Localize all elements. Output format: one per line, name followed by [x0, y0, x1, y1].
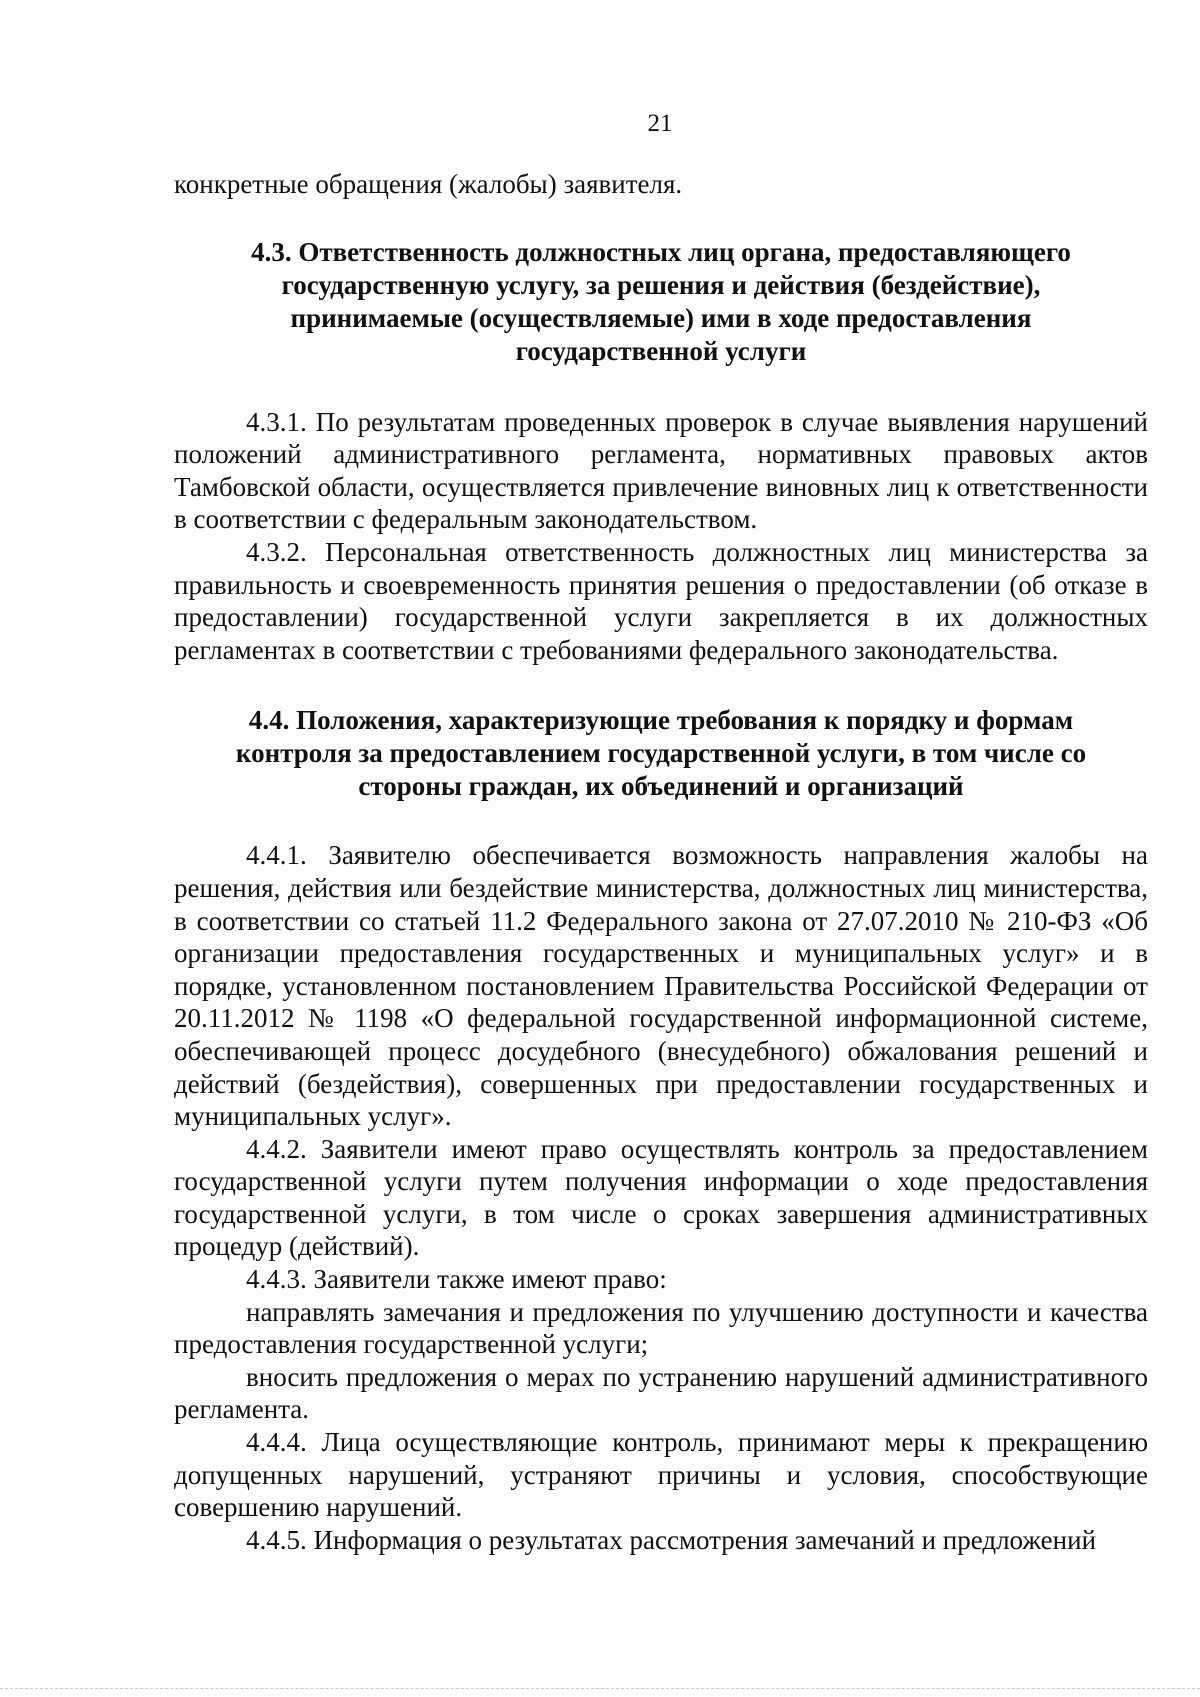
- paragraph-4-4-3-b: вносить предложения о мерах по устранению нарушений административного регламента.: [174, 1361, 1148, 1425]
- section-heading-4-4: 4.4. Положения, характеризующие требования к порядку и формам контроля за предоставлением государственной услуги, в том числе со стороны граждан, их объединений и организаций: [235, 705, 1087, 802]
- paragraph-4-3-1: 4.3.1. По результатам проведенных проверок в случае выявления нарушений положений административного регламента, нормативных правовых актов Тамбовской области, осуществляется привлечение виновных лиц к ответственности в соответствии с федеральным законодательством.: [174, 406, 1148, 535]
- paragraph-4-4-2: 4.4.2. Заявители имеют право осуществлять контроль за предоставлением государственной услуги путем получения информации о ходе предоставления государственной услуги, в том числе о сроках завершения административных процедур (действий).: [174, 1133, 1148, 1262]
- continuation-text: конкретные обращения (жалобы) заявителя.: [174, 169, 683, 199]
- document-body: [174, 168, 1148, 1556]
- paragraph-4-3-2: 4.3.2. Персональная ответственность должностных лиц министерства за правильность и своевременность принятия решения о предоставлении (об отказе в предоставлении) государственной услуги закрепляется в их должностных регламентах в соответствии с требованиями федерального законодательства.: [174, 536, 1148, 665]
- paragraph-4-4-3-a: направлять замечания и предложения по улучшению доступности и качества предоставления государственной услуги;: [174, 1296, 1148, 1360]
- page-number: 21: [647, 110, 673, 137]
- paragraph-4-4-3: 4.4.3. Заявители также имеют право:: [246, 1264, 667, 1295]
- section-heading-4-3: 4.3. Ответственность должностных лиц органа, предоставляющего государственную услугу, за решения и действия (бездействие), принимаемые (осуществляемые) ими в ходе предоставления государственной услуги: [251, 236, 1071, 366]
- scan-edge-line: [0, 1688, 1200, 1690]
- paragraph-4-4-4: 4.4.4. Лица осуществляющие контроль, принимают меры к прекращению допущенных нарушений, устраняют причины и условия, способствующие совершению нарушений.: [174, 1427, 1148, 1523]
- paragraph-4-4-5: 4.4.5. Информация о результатах рассмотрения замечаний и предложений: [246, 1524, 1097, 1555]
- paragraph-4-4-1: 4.4.1. Заявителю обеспечивается возможность направления жалобы на решения, действия или бездействие министерства, должностных лиц министерства, в соответствии со статьей 11.2 Федерального закона от 27.07.2010 № 210-ФЗ «Об организации предоставления государственных и муниципальных услуг» и в порядке, установленном постановлением Правительства Российской Федерации от 20.11.2012 № 1198 «О федеральной государственной информационной системе, обеспечивающей процесс досудебного (внесудебного) обжалования решений и действий (бездействия), совершенных при предоставлении государственных и муниципальных услуг».: [174, 840, 1148, 1132]
